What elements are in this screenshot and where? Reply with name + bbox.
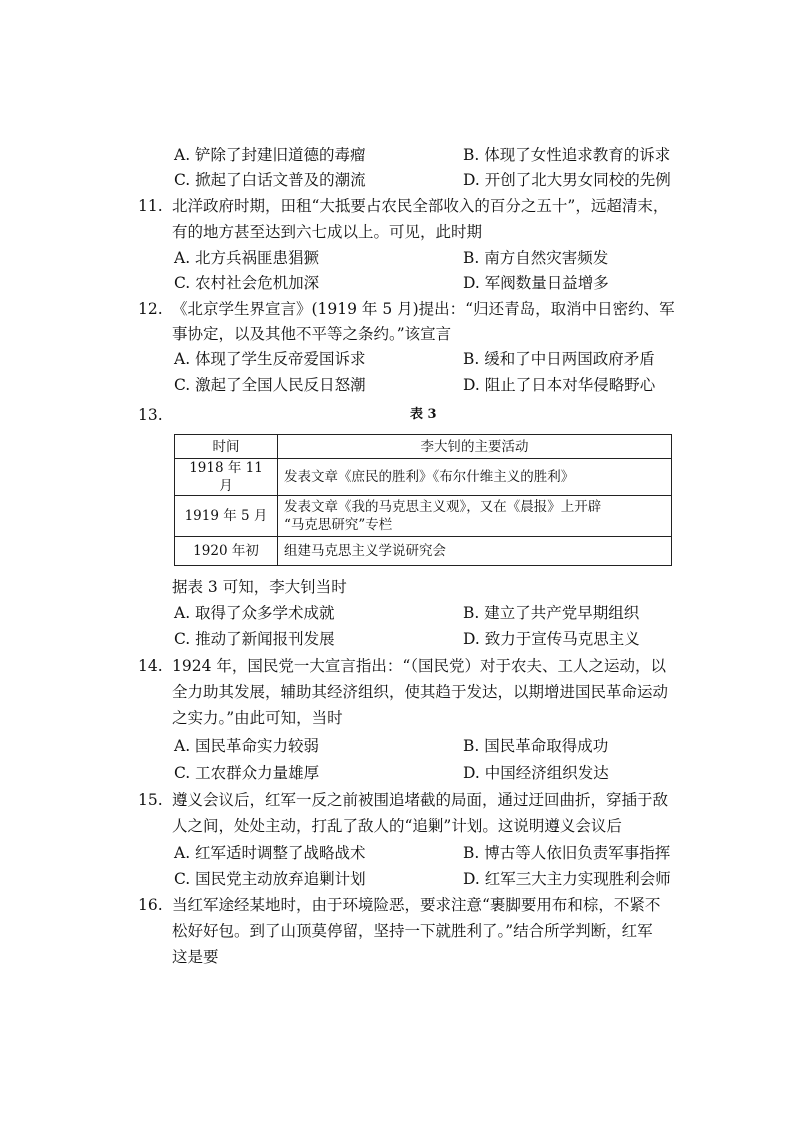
q11-stem-line-1: 北洋政府时期，田租“大抵要占农民全部收入的百分之五十”，远超清末， [172,197,669,215]
q11-number: 11. [138,197,163,215]
q11-stem-line-2: 有的地方甚至达到六七成以上。可见，此时期 [172,223,483,241]
q16-number: 16. [138,896,163,914]
q15-option-b: B. 博古等人依旧负责军事指挥 [463,844,671,862]
q15-option-a: A. 红军适时调整了战略战术 [174,844,366,862]
q11-option-d: D. 军阀数量日益增多 [463,274,609,292]
q13-stem: 据表 3 可知，李大钊当时 [172,578,347,596]
table-cell-activity: 组建马克思主义学说研究会 [278,537,672,566]
q11-option-c: C. 农村社会危机加深 [174,274,320,292]
table-cell-activity-line-2: “马克思研究”专栏 [284,517,393,533]
q12-option-b: B. 缓和了中日两国政府矛盾 [463,350,655,368]
q12-option-d: D. 阻止了日本对华侵略野心 [463,376,656,394]
table-cell-time: 1918 年 11 月 [175,459,278,496]
table-header-activity: 李大钊的主要活动 [278,435,672,459]
q15-option-c: C. 国民党主动放弃追剿计划 [174,870,366,888]
table-row [175,496,672,537]
activities-table [174,434,672,566]
table-row [175,537,672,566]
q10-option-c: C. 掀起了白话文普及的潮流 [174,171,366,189]
table-cell-time: 1920 年初 [175,537,278,566]
table-header-row [175,435,672,459]
q14-number: 14. [138,657,163,675]
table-header-time: 时间 [175,435,278,459]
q10-option-a: A. 铲除了封建旧道德的毒瘤 [174,146,366,164]
table-cell-activity: 发表文章《庶民的胜利》《布尔什维主义的胜利》 [278,459,672,496]
q14-stem-line-2: 全力助其发展，辅助其经济组织，使其趋于发达，以期增进国民革命运动 [172,683,669,701]
q15-stem-line-2: 人之间，处处主动，打乱了敌人的“追剿”计划。这说明遵义会议后 [172,817,622,835]
q15-stem-line-1: 遵义会议后，红军一反之前被围追堵截的局面，通过迂回曲折，穿插于敌 [172,791,669,809]
q11-option-b: B. 南方自然灾害频发 [463,249,609,267]
q13-option-d: D. 致力于宣传马克思主义 [463,630,640,648]
q12-stem-line-1: 《北京学生界宣言》(1919 年 5 月)提出：“归还青岛，取消中日密约、军 [172,300,675,318]
table-cell-activity [278,496,672,537]
q11-option-a: A. 北方兵祸匪患猖獗 [174,249,320,267]
q14-option-d: D. 中国经济组织发达 [463,764,609,782]
q12-option-a: A. 体现了学生反帝爱国诉求 [174,350,366,368]
table-cell-time: 1919 年 5 月 [175,496,278,537]
table-caption: 表 3 [410,407,437,422]
q15-number: 15. [138,791,163,809]
q14-stem-line-1: 1924 年，国民党一大宣言指出：“（国民党）对于农夫、工人之运动，以 [172,657,667,675]
q16-stem-line-1: 当红军途经某地时，由于环境险恶，要求注意“裹脚要用布和棕，不紧不 [172,896,661,914]
q14-option-b: B. 国民革命取得成功 [463,737,609,755]
q12-stem-line-2: 事协定，以及其他不平等之条约。”该宣言 [172,325,452,343]
q13-option-a: A. 取得了众多学术成就 [174,604,335,622]
q13-option-c: C. 推动了新闻报刊发展 [174,630,335,648]
q10-option-b: B. 体现了女性追求教育的诉求 [463,146,671,164]
q15-option-d: D. 红军三大主力实现胜利会师 [463,870,671,888]
q16-stem-line-3: 这是要 [172,948,219,966]
q10-option-d: D. 开创了北大男女同校的先例 [463,171,671,189]
q16-stem-line-2: 松好好包。到了山顶莫停留，坚持一下就胜利了。”结合所学判断，红军 [172,922,653,940]
q14-option-a: A. 国民革命实力较弱 [174,737,320,755]
table-row [175,459,672,496]
q14-stem-line-3: 之实力。”由此可知，当时 [172,709,343,727]
q12-number: 12. [138,300,163,318]
table-cell-activity-line-1: 发表文章《我的马克思主义观》，又在《晨报》上开辟 [284,499,602,515]
q13-option-b: B. 建立了共产党早期组织 [463,604,640,622]
q14-option-c: C. 工农群众力量雄厚 [174,764,320,782]
q13-number: 13. [138,406,163,424]
q12-option-c: C. 激起了全国人民反日怒潮 [174,376,366,394]
